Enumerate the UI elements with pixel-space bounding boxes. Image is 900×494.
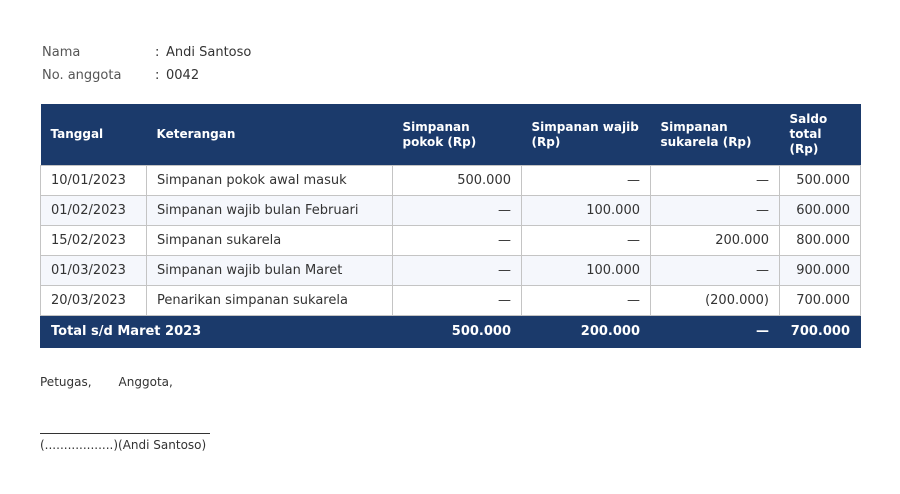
total-balance: 700.000 xyxy=(780,316,861,348)
officer-name: (..................) xyxy=(40,438,119,452)
cell-date: 15/02/2023 xyxy=(41,226,147,256)
cell-balance: 800.000 xyxy=(780,226,861,256)
number-separator: : xyxy=(155,68,160,83)
cell-description: Simpanan wajib bulan Februari xyxy=(147,196,393,226)
table-header-row xyxy=(41,104,861,166)
cell-balance: 500.000 xyxy=(780,166,861,196)
savings-ledger-table xyxy=(40,104,861,348)
cell-principal: — xyxy=(393,286,522,316)
cell-description: Simpanan pokok awal masuk xyxy=(147,166,393,196)
total-label: Total s/d Maret 2023 xyxy=(41,316,393,348)
cell-principal: — xyxy=(393,256,522,286)
table-row xyxy=(41,286,861,316)
member-info xyxy=(42,41,251,87)
total-mandatory: 200.000 xyxy=(522,316,651,348)
header-date: Tanggal xyxy=(41,104,147,166)
cell-balance: 600.000 xyxy=(780,196,861,226)
cell-principal: 500.000 xyxy=(393,166,522,196)
cell-voluntary: — xyxy=(651,256,780,286)
total-principal: 500.000 xyxy=(393,316,522,348)
signature-line xyxy=(40,433,210,434)
header-description: Keterangan xyxy=(147,104,393,166)
table-row xyxy=(41,226,861,256)
member-name-row xyxy=(42,41,251,64)
table-row xyxy=(41,256,861,286)
signature-names xyxy=(40,438,210,452)
number-value: 0042 xyxy=(166,68,200,83)
cell-date: 01/02/2023 xyxy=(41,196,147,226)
member-name: (Andi Santoso) xyxy=(118,438,207,452)
cell-principal: — xyxy=(393,196,522,226)
cell-balance: 700.000 xyxy=(780,286,861,316)
cell-mandatory: 100.000 xyxy=(522,256,651,286)
name-label: Nama xyxy=(42,45,81,60)
name-separator: : xyxy=(155,45,160,60)
table-row xyxy=(41,196,861,226)
cell-date: 10/01/2023 xyxy=(41,166,147,196)
cell-mandatory: — xyxy=(522,166,651,196)
cell-voluntary: (200.000) xyxy=(651,286,780,316)
member-label: Anggota, xyxy=(118,375,173,389)
cell-mandatory: — xyxy=(522,286,651,316)
cell-date: 01/03/2023 xyxy=(41,256,147,286)
cell-description: Penarikan simpanan sukarela xyxy=(147,286,393,316)
table-row xyxy=(41,166,861,196)
cell-description: Simpanan sukarela xyxy=(147,226,393,256)
header-mandatory-savings: Simpanan wajib (Rp) xyxy=(522,104,651,166)
cell-principal: — xyxy=(393,226,522,256)
number-label: No. anggota xyxy=(42,68,122,83)
cell-balance: 900.000 xyxy=(780,256,861,286)
header-total-balance: Saldo total (Rp) xyxy=(780,104,861,166)
header-voluntary-savings: Simpanan sukarela (Rp) xyxy=(651,104,780,166)
cell-description: Simpanan wajib bulan Maret xyxy=(147,256,393,286)
cell-voluntary: — xyxy=(651,166,780,196)
table-total-row xyxy=(41,316,861,348)
member-number-row xyxy=(42,64,251,87)
signature-block xyxy=(40,375,210,452)
cell-mandatory: 100.000 xyxy=(522,196,651,226)
cell-voluntary: 200.000 xyxy=(651,226,780,256)
cell-date: 20/03/2023 xyxy=(41,286,147,316)
officer-label: Petugas, xyxy=(40,375,92,389)
header-principal-savings: Simpanan pokok (Rp) xyxy=(393,104,522,166)
signature-labels xyxy=(40,375,210,389)
total-voluntary: — xyxy=(651,316,780,348)
name-value: Andi Santoso xyxy=(166,45,252,60)
cell-voluntary: — xyxy=(651,196,780,226)
cell-mandatory: — xyxy=(522,226,651,256)
